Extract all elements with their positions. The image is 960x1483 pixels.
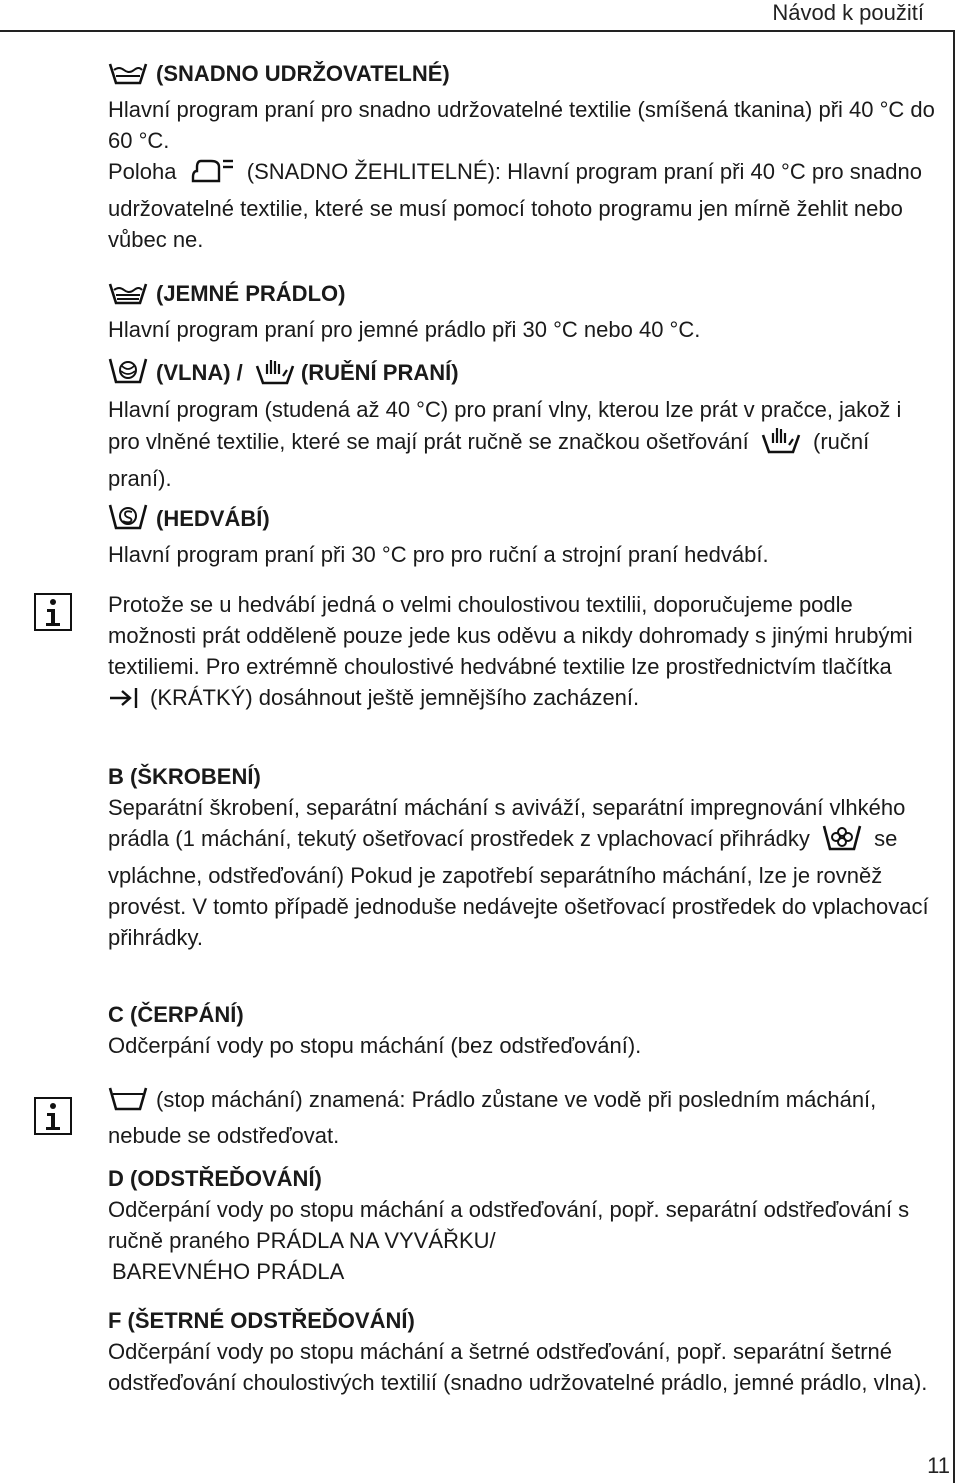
section-heading: C (ČERPÁNÍ) xyxy=(108,1002,244,1027)
section-text: Hlavní program (studená až 40 °C) pro praní vlny, kterou lze prát v pračce, jakož i pro vlněné textilie, které se mají prát ručně se značkou ošetřování xyxy=(108,397,902,454)
section-easy-care xyxy=(108,58,938,255)
section-heading: (HEDVÁBÍ) xyxy=(156,506,270,531)
section-wool xyxy=(108,357,938,494)
section-text-after: (ruční praní). xyxy=(108,429,870,491)
info-rinse-hold-note xyxy=(108,1084,938,1151)
info-icon xyxy=(34,593,72,631)
section-text-2: BAREVNÉHO PRÁDLA xyxy=(112,1259,345,1284)
poloha-label: Poloha xyxy=(108,159,177,184)
section-text-after: se vpláchne, odstřeďování) Pokud je zapotřebí separátního máchání, lze je rovněž provést. V tomto případě jednoduše nedávejte ošetřovací prostředek do vplachovací přihrádky. xyxy=(108,826,929,950)
section-text: Separátní škrobení, separátní máchání s aviváží, separátní impregnování vlhkého prádla (1 máchání, tekutý ošetřovací prostředek z vplachovací přihrádky xyxy=(108,795,906,851)
easy-care-tub-icon xyxy=(108,62,148,94)
info-silk-note xyxy=(108,589,938,718)
section-starching xyxy=(108,761,938,953)
section-heading: B (ŠKROBENÍ) xyxy=(108,764,261,789)
poloha-text: (SNADNO ŽEHLITELNÉ): Hlavní program praní při 40 °C pro snadno udržovatelné textilie, které se musí pomocí tohoto programu jen mírně žehlit nebo vůbec ne. xyxy=(108,159,922,252)
section-silk xyxy=(108,503,938,570)
header-rule xyxy=(0,30,955,32)
section-text: Odčerpání vody po stopu máchání (bez odstřeďování). xyxy=(108,1033,642,1058)
hand-wash-icon xyxy=(255,358,295,394)
section-delicate xyxy=(108,278,938,345)
section-heading: D (ODSTŘEĎOVÁNÍ) xyxy=(108,1166,322,1191)
softener-flower-icon xyxy=(822,824,862,860)
info-text-after: (KRÁTKÝ) dosáhnout ještě jemnějšího zacházení. xyxy=(150,685,640,710)
header-title: Návod k použití xyxy=(772,0,924,25)
wool-icon xyxy=(108,357,148,393)
section-text: Hlavní program praní pro snadno udržovatelné textilie (smíšená tkanina) při 40 °C do 60 °C. xyxy=(108,97,935,153)
section-text: Odčerpání vody po stopu máchání a šetrné odstřeďování, popř. separátní šetrné odstřeďování choulostivých textilií (snadno udržovatelné prádlo, jemné prádlo, vlna). xyxy=(108,1339,928,1395)
info-text: (stop máchání) znamená: Prádlo zůstane ve vodě při posledním máchání, nebude se odstřeďovat. xyxy=(108,1087,877,1148)
section-heading: F (ŠETRNÉ ODSTŘEĎOVÁNÍ) xyxy=(108,1308,415,1333)
easy-iron-icon xyxy=(189,157,235,193)
delicate-tub-icon xyxy=(108,282,148,314)
section-heading-handwash: (RUĚNÍ PRANÍ) xyxy=(300,360,459,385)
section-heading-wool: (VLNA) / xyxy=(156,360,243,385)
silk-icon xyxy=(108,503,148,539)
info-text: Protože se u hedvábí jedná o velmi choulostivou textilii, doporučujeme podle možnosti prát odděleně pouze jede kus oděvu a nikdy dohromady s jinými hrubými textiliemi. Pro extrémně choulostivé hedvábné textilie lze prostřednictvím tlačítka xyxy=(108,592,913,679)
page-number: 11 xyxy=(927,1453,950,1478)
short-arrow-icon xyxy=(108,686,142,718)
section-spinning xyxy=(108,1163,938,1287)
right-margin-rule xyxy=(953,30,955,1483)
section-text: Odčerpání vody po stopu máchání a odstřeďování, popř. separátní odstřeďování s ručně praného PRÁDLA NA VYVÁŘKU/ xyxy=(108,1197,910,1253)
rinse-hold-tub-icon xyxy=(108,1086,148,1120)
section-draining xyxy=(108,999,938,1061)
section-text: Hlavní program praní pro jemné prádlo při 30 °C nebo 40 °C. xyxy=(108,317,701,342)
section-heading: (JEMNÉ PRÁDLO) xyxy=(156,281,346,306)
section-gentle-spinning xyxy=(108,1305,938,1398)
section-heading: (SNADNO UDRŽOVATELNÉ) xyxy=(156,61,450,86)
hand-wash-care-icon xyxy=(761,425,801,463)
info-icon xyxy=(34,1097,72,1135)
section-text: Hlavní program praní při 30 °C pro pro ruční a strojní praní hedvábí. xyxy=(108,542,769,567)
